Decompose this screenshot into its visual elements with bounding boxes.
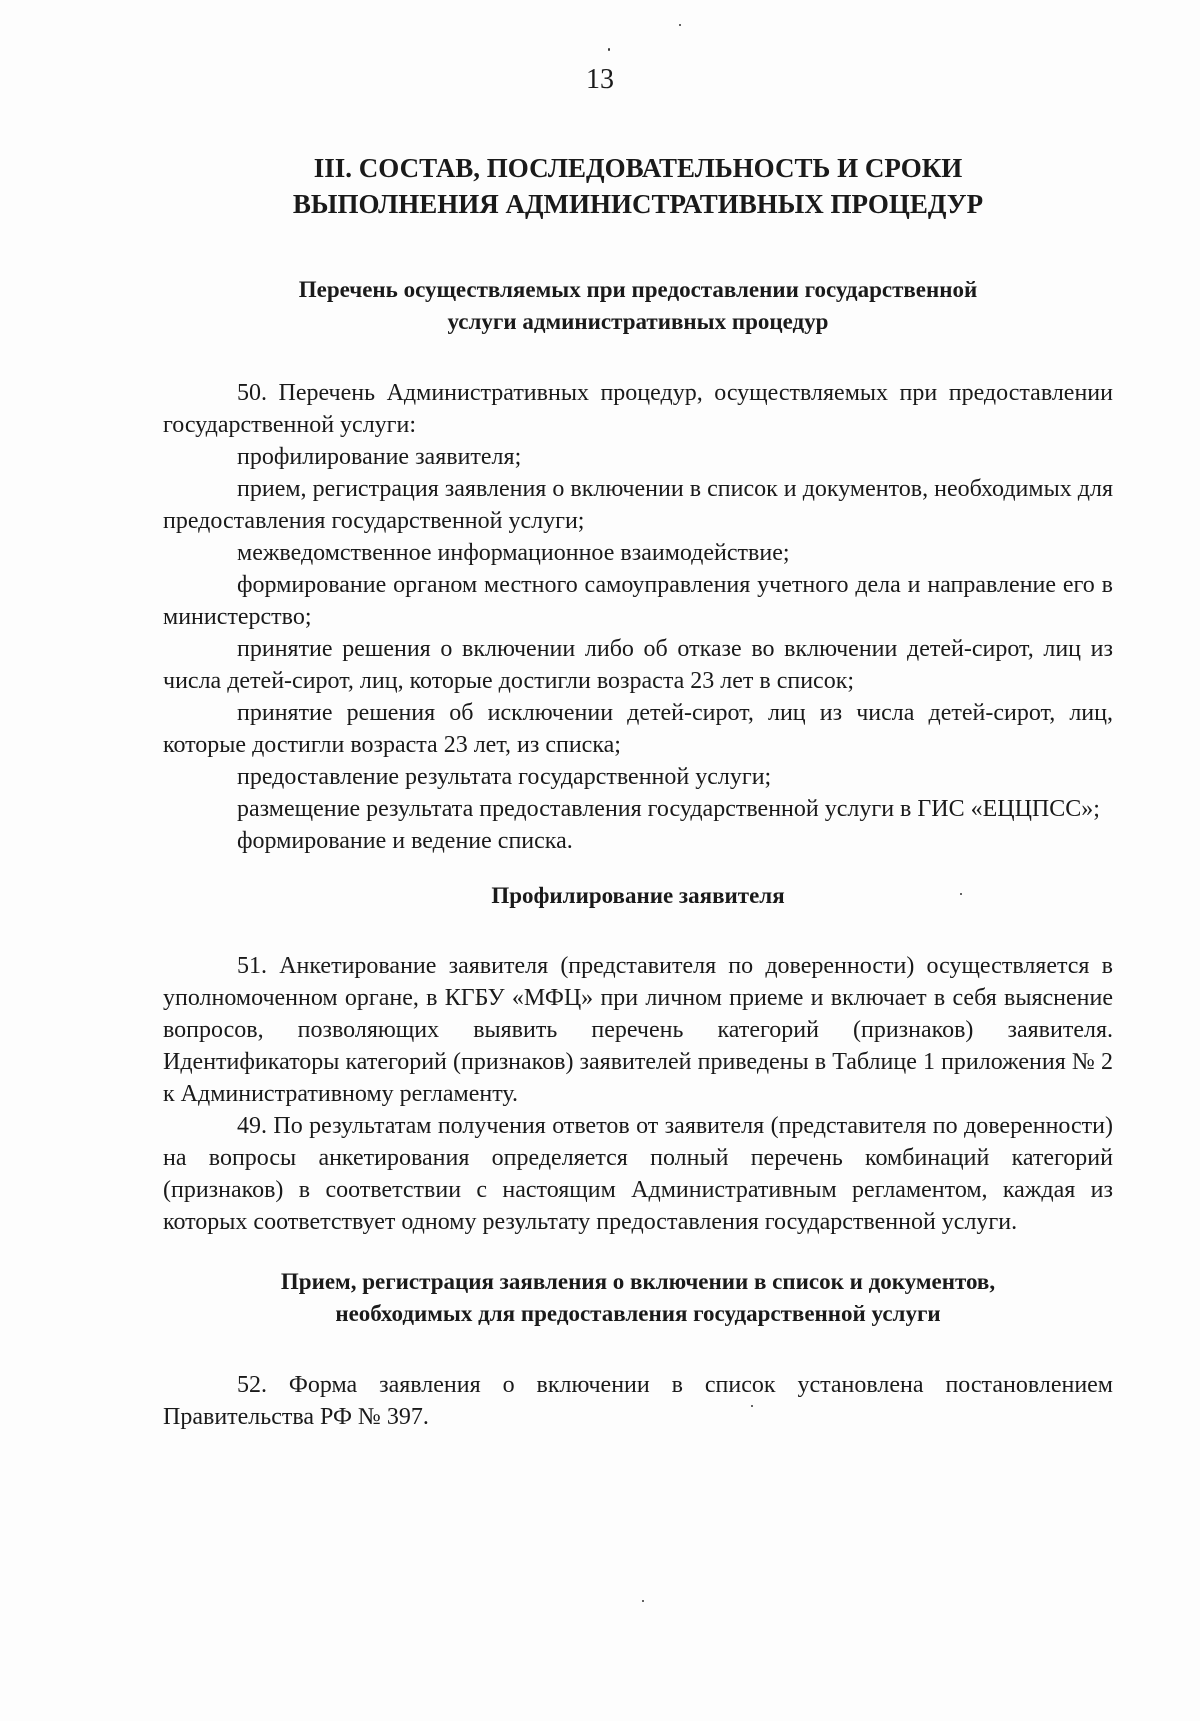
section-title-line: ВЫПОЛНЕНИЯ АДМИНИСТРАТИВНЫХ ПРОЦЕДУР: [292, 189, 984, 219]
section-title-line: III. СОСТАВ, ПОСЛЕДОВАТЕЛЬНОСТЬ И СРОКИ: [313, 153, 963, 183]
subsection-title-line: необходимых для предоставления государственной услуги: [335, 1301, 941, 1326]
subsection-title-line: услуги административных процедур: [447, 309, 829, 334]
subsection-title-application-intake: [163, 1266, 1113, 1330]
paragraph-50: 50. Перечень Административных процедур, осуществляемых при предоставлении государственной услуги:: [163, 380, 1113, 438]
subsection-title-applicant-profiling: [163, 880, 1113, 912]
paragraph-49: 49. По результатам получения ответов от заявителя (представителя по доверенности) на вопросы анкетирования определяется полный перечень комбинаций категорий (признаков) в соответствии с настоящим Административным регламентом, каждая из которых соответствует одному результату предоставления государственной услуги.: [163, 1113, 1113, 1235]
page-number: 13: [586, 64, 614, 95]
list-item: принятие решения о включении либо об отказе во включении детей-сирот, лиц из числа детей-сирот, лиц, которые достигли возраста 23 лет в список;: [163, 636, 1113, 694]
subsection-title-line: Прием, регистрация заявления о включении в список и документов,: [280, 1269, 996, 1294]
subsection-title-procedures-list: [163, 274, 1113, 338]
subsection-title-line: Профилирование заявителя: [491, 883, 785, 908]
list-item: формирование органом местного самоуправления учетного дела и направление его в министерство;: [163, 572, 1113, 630]
document-body: [163, 150, 1113, 1433]
paragraph-51: 51. Анкетирование заявителя (представителя по доверенности) осуществляется в уполномоченном органе, в КГБУ «МФЦ» при личном приеме и включает в себя выяснение вопросов, позволяющих выявить перечень категорий (признаков) заявителя. Идентификаторы категорий (признаков) заявителей приведены в Таблице 1 приложения № 2 к Административному регламенту.: [163, 953, 1113, 1107]
list-item: предоставление результата государственной услуги;: [237, 764, 772, 790]
scan-speck: [642, 1600, 644, 1602]
list-item: межведомственное информационное взаимодействие;: [237, 540, 790, 566]
list-item: размещение результата предоставления государственной услуги в ГИС «ЕЦЦПСС»;: [237, 796, 1100, 822]
list-item: профилирование заявителя;: [237, 444, 522, 470]
paragraph-52: 52. Форма заявления о включении в список установлена постановлением Правительства РФ № 397.: [163, 1372, 1113, 1430]
list-item: формирование и ведение списка.: [237, 828, 573, 854]
scan-speck: [608, 48, 610, 51]
section-title: [163, 150, 1113, 222]
list-item: прием, регистрация заявления о включении в список и документов, необходимых для предоставления государственной услуги;: [163, 476, 1113, 534]
scan-speck: [679, 24, 681, 26]
subsection-title-line: Перечень осуществляемых при предоставлении государственной: [298, 277, 978, 302]
list-item: принятие решения об исключении детей-сирот, лиц из числа детей-сирот, лиц, которые достигли возраста 23 лет, из списка;: [163, 700, 1113, 758]
